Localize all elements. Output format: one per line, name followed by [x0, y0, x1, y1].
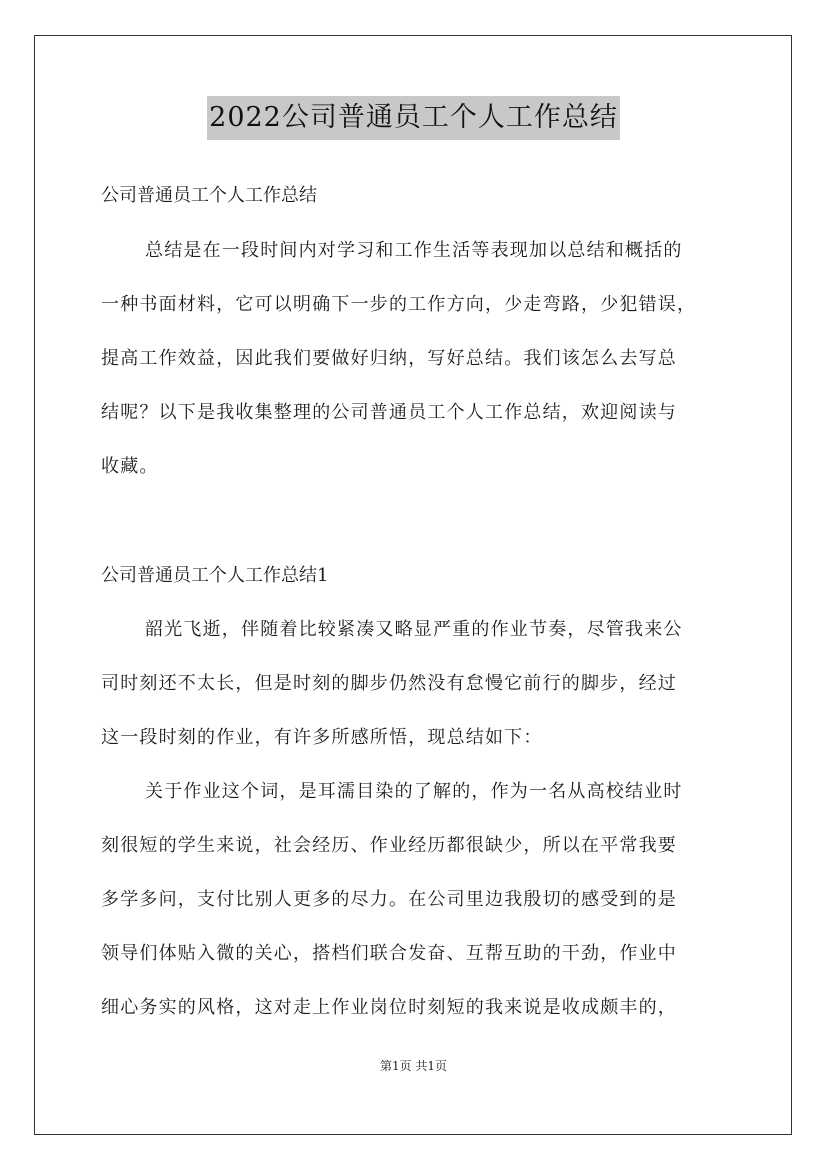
paragraph-line: 韶光飞逝，伴随着比较紧凑又略显严重的作业节奏，尽管我来公: [145, 619, 683, 640]
intro-line: 提高工作效益，因此我们要做好归纳，写好总结。我们该怎么去写总: [101, 348, 677, 369]
document-subtitle: 公司普通员工个人工作总结: [101, 185, 317, 206]
page-footer: 第1页 共1页: [379, 1059, 448, 1073]
intro-line: 一种书面材料，它可以明确下一步的工作方向，少走弯路，少犯错误，: [101, 294, 697, 315]
paragraph-line: 这一段时刻的作业，有许多所感所悟，现总结如下：: [101, 727, 543, 748]
paragraph-line: 多学多问，支付比别人更多的尽力。在公司里边我殷切的感受到的是: [101, 889, 677, 910]
section-heading: 公司普通员工个人工作总结1: [101, 565, 329, 586]
intro-line: 收藏。: [101, 456, 159, 477]
document-title: 2022公司普通员工个人工作总结: [207, 96, 620, 140]
paragraph-line: 关于作业这个词，是耳濡目染的了解的，作为一名从高校结业时: [145, 781, 683, 802]
title-container: [0, 96, 827, 140]
paragraph-line: 领导们体贴入微的关心，搭档们联合发奋、互帮互助的干劲，作业中: [101, 943, 677, 964]
paragraph-line: 刻很短的学生来说，社会经历、作业经历都很缺少，所以在平常我要: [101, 835, 677, 856]
intro-line: 结呢？以下是我收集整理的公司普通员工个人工作总结，欢迎阅读与: [101, 402, 677, 423]
paragraph-line: 细心务实的风格，这对走上作业岗位时刻短的我来说是收成颇丰的，: [101, 997, 677, 1018]
intro-line: 总结是在一段时间内对学习和工作生活等表现加以总结和概括的: [145, 240, 683, 261]
paragraph-line: 司时刻还不太长，但是时刻的脚步仍然没有怠慢它前行的脚步，经过: [101, 673, 677, 694]
